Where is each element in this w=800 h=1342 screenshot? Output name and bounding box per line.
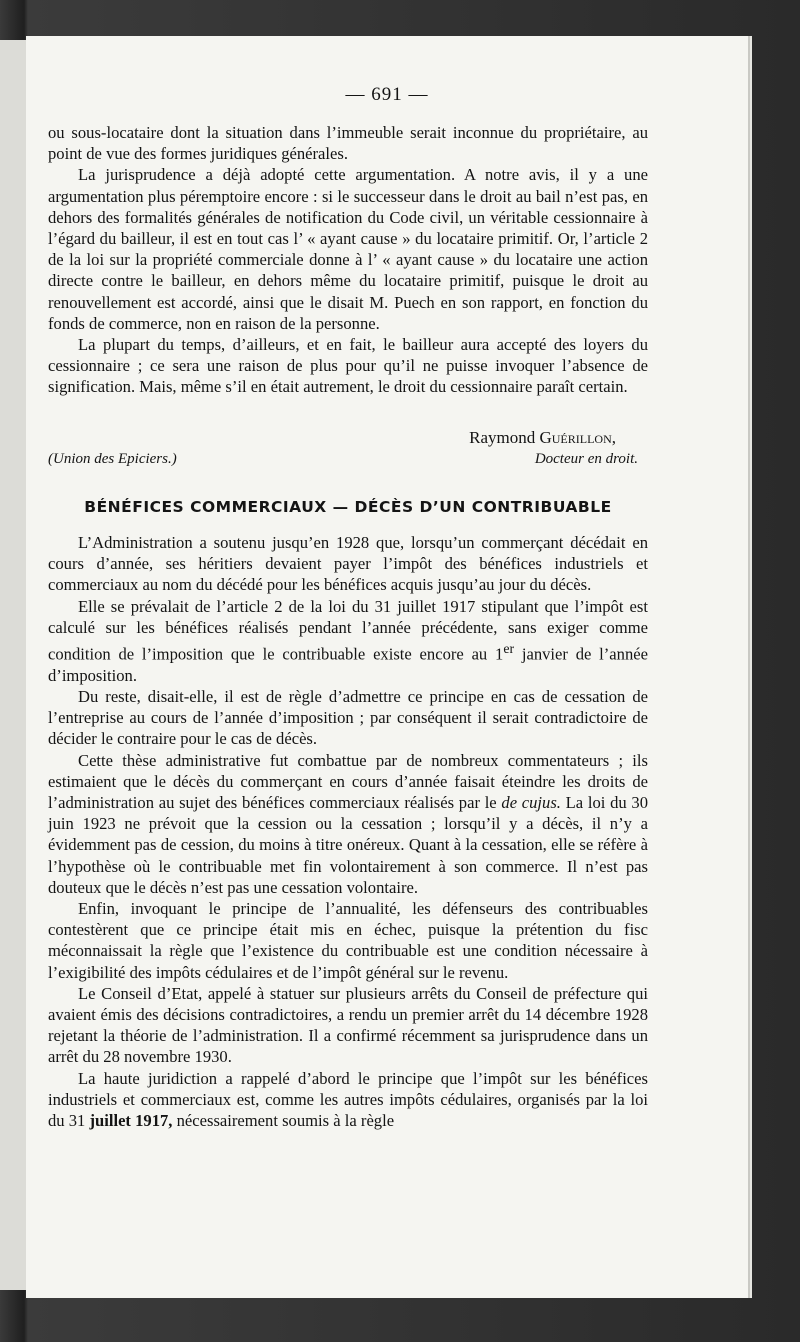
article2-p4-text-end: La loi du 30 juin 1923 ne prévoit que la cession ou la cessation ; lorsqu’il y a décès, il n’y a évidemment pas de cession, du moins à titre onéreux. Quant à la cessation, elle se réfère à l’hypothèse où le contribuable met fin volontairement à son commerce. Il n’est pas douteux que le décès n’est pas une cessation volontaire. [48,792,648,897]
previous-page-edge [0,40,27,1290]
article2-p2-text: Elle se prévalait de l’article 2 de la loi du 31 juillet 1917 stipulant que l’impôt est calculé sur les bénéfices réalisés pendant l’année précédente, sans exiger comme condition de l’imposition que le contribuable existe encore au 1 [48,596,648,664]
article2-p2-superscript: er [503,641,515,657]
article2-p7-date: juillet 1917, [89,1111,173,1131]
article1-body [48,122,648,398]
author-title: Docteur en droit. [534,451,638,467]
book-page [26,36,748,1298]
article1-paragraph-3: La plupart du temps, d’ailleurs, et en fait, le bailleur aura accepté des loyers du cessionnaire ; ce sera une raison de plus pour qu’il ne puisse invoquer l’absence de signification. Mais, même s’il en était autrement, le droit du cessionnaire paraît certain. [48,335,648,397]
article2-p7-text-end: nécessairement soumis à la règle [172,1111,395,1131]
article1-paragraph-1: ou sous-locataire dont la situation dans l’immeuble serait inconnue du propriétaire, au point de vue des formes juridiques générales. [48,123,648,164]
article2-p7-text: La haute juridiction a rappelé d’abord le principe que l’impôt sur les bénéfices industriels et commerciaux est, comme les autres impôts cédulaires, organisés par la loi du 31 [48,1068,648,1131]
article1-paragraph-2: La jurisprudence a déjà adopté cette argumentation. A notre avis, il y a une argumentation plus péremptoire encore : si le successeur dans le droit au bail n’est pas, en dehors des formalités générales de notification du Code civil, un véritable cessionnaire à l’égard du bailleur, il est en tout cas l’ « ayant cause » du locataire primitif. Or, l’article 2 de la loi sur la propriété commerciale donne à l’ « ayant cause » du locataire une action directe contre le bailleur, en dehors même du locataire primitif, puisque le droit au renouvellement est accordé, ainsi que le disait M. Puech en son rapport, en fonction du fonds de commerce, non en raison de la personne. [48,165,648,333]
article2-p4-text: Cette thèse administrative fut combattue par de nombreux commentateurs ; ils estimaient que le décès du commerçant en cours d’année faisait éteindre les droits de l’administration au sujet des bénéfices commerciaux réalisés par le [48,750,648,812]
article2-paragraph-3: Du reste, disait-elle, il est de règle d’admettre ce principe en cas de cessation de l’entreprise au cours de l’année d’imposition ; par conséquent il serait contradictoire de décider le contraire pour le cas de décès. [48,686,648,749]
article2-p4-latin-term: de cujus. [501,792,561,812]
article2-body [48,532,648,1131]
article2-paragraph-2 [48,596,648,686]
signature-name [26,428,616,448]
signature-last-name: Guérillon, [539,428,616,447]
article2-paragraph-5: Enfin, invoquant le principe de l’annualité, les défenseurs des contribuables contestèrent que ce principe était mis en échec, puisque la prétention du fisc méconnaissait la règle que l’existence du contribuable est une condition nécessaire à l’exigibilité des impôts cédulaires et de l’impôt général sur le revenu. [48,898,648,982]
article2-paragraph-4 [48,750,648,898]
article2-paragraph-1: L’Administration a soutenu jusqu’en 1928 que, lorsqu’un commerçant décédait en cours d’année, ses héritiers devaient payer l’impôt des bénéfices industriels et commerciaux au nom du décédé pour les bénéfices acquis jusqu’au jour du décès. [48,533,648,595]
article2-paragraph-7 [48,1068,648,1132]
article2-paragraph-6: Le Conseil d’Etat, appelé à statuer sur plusieurs arrêts du Conseil de préfecture qui avaient émis des décisions contradictoires, a rendu un premier arrêt du 14 décembre 1928 rejetant la théorie de l’administration. Il a confirmé récemment sa jurisprudence dans un arrêt du 28 novembre 1930. [48,983,648,1067]
signature-first-name: Raymond [469,428,540,447]
article2-p2-text-end: janvier de l’année d’imposition. [48,644,648,685]
page-number: — 691 — [345,84,429,105]
article2-heading: BÉNÉFICES COMMERCIAUX — DÉCÈS D’UN CONTRIBUABLE [84,498,612,516]
source-publication: (Union des Epiciers.) [48,451,177,467]
